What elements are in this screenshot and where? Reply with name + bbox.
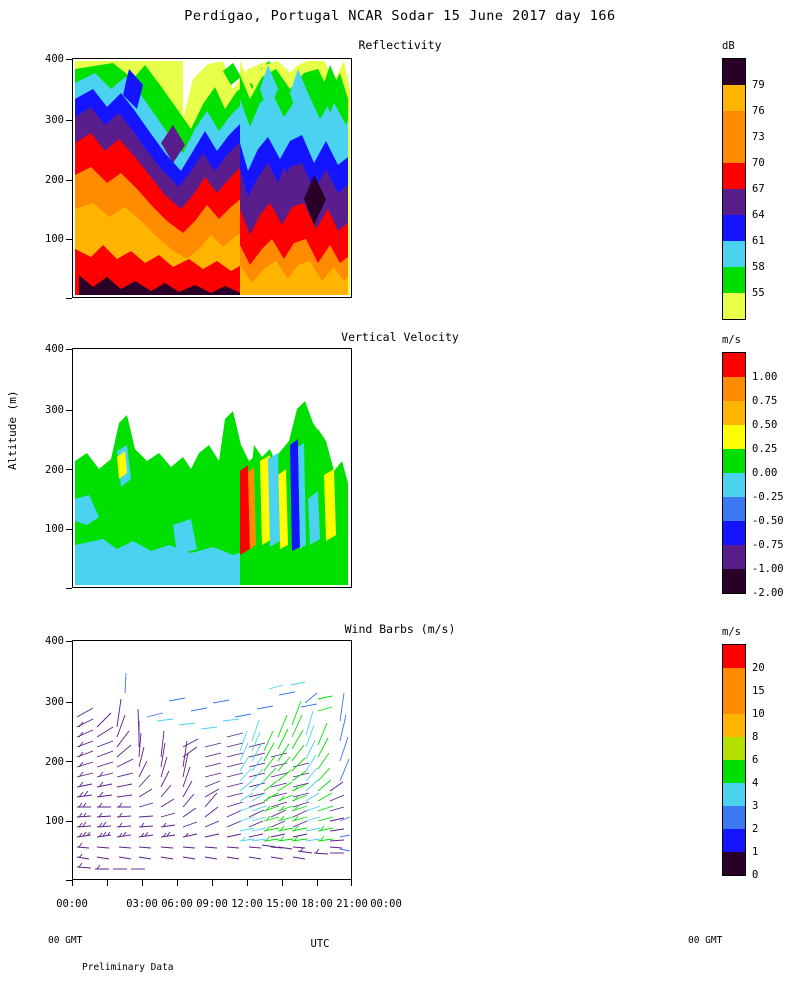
xtick-2100: 21:00 — [336, 898, 368, 910]
colorbar-unit-wind-barbs: m/s — [722, 626, 741, 638]
ytick-400-p1: 400 — [45, 53, 64, 65]
cbar-tick-67: 67 — [752, 183, 765, 195]
cbar-tick-wb-6: 6 — [752, 754, 759, 766]
xtick-1800: 18:00 — [301, 898, 333, 910]
ytick-200-p1: 200 — [45, 174, 64, 186]
plot-area-reflectivity — [72, 58, 352, 298]
cbar-tick-vv-m0p25: -0.25 — [752, 491, 784, 503]
figure-title: Perdigao, Portugal NCAR Sodar 15 June 2017 day 166 — [184, 8, 616, 24]
cbar-tick-vv-1p00: 1.00 — [752, 371, 778, 383]
xtick-0600: 06:00 — [161, 898, 193, 910]
cbar-tick-vv-0p00: 0.00 — [752, 467, 778, 479]
cbar-tick-wb-0: 0 — [752, 869, 759, 881]
cbar-tick-79: 79 — [752, 79, 765, 91]
x-axis-label: UTC — [310, 938, 330, 950]
colorbar-unit-reflectivity: dB — [722, 40, 735, 52]
ytick-100-p3: 100 — [45, 815, 64, 827]
cbar-tick-55: 55 — [752, 287, 765, 299]
cbar-tick-76: 76 — [752, 105, 765, 117]
cbar-tick-wb-4: 4 — [752, 777, 759, 789]
colorbar-unit-vertical-velocity: m/s — [722, 334, 741, 346]
xtick-0300: 03:00 — [126, 898, 158, 910]
cbar-tick-vv-m0p50: -0.50 — [752, 515, 784, 527]
footer-right-gmt: 00 GMT — [688, 935, 723, 946]
cbar-tick-wb-8: 8 — [752, 731, 759, 743]
ytick-200-p3: 200 — [45, 756, 64, 768]
ytick-400-p2: 400 — [45, 343, 64, 355]
cbar-tick-vv-0p25: 0.25 — [752, 443, 778, 455]
footer-note: Preliminary Data — [82, 962, 174, 973]
footer-left-gmt: 00 GMT — [48, 935, 83, 946]
ytick-400-p3: 400 — [45, 635, 64, 647]
ytick-200-p2: 200 — [45, 464, 64, 476]
cbar-tick-61: 61 — [752, 235, 765, 247]
cbar-tick-wb-15: 15 — [752, 685, 765, 697]
cbar-tick-wb-20: 20 — [752, 662, 765, 674]
ytick-300-p2: 300 — [45, 404, 64, 416]
y-axis-label: Altitude (m) — [6, 390, 19, 470]
cbar-tick-wb-3: 3 — [752, 800, 759, 812]
cbar-tick-70: 70 — [752, 157, 765, 169]
ytick-300-p1: 300 — [45, 114, 64, 126]
ytick-100-p1: 100 — [45, 233, 64, 245]
ytick-100-p2: 100 — [45, 523, 64, 535]
xtick-1500: 15:00 — [266, 898, 298, 910]
cbar-tick-wb-10: 10 — [752, 708, 765, 720]
xtick-1200: 12:00 — [231, 898, 263, 910]
plot-area-wind-barbs — [72, 640, 352, 880]
cbar-tick-vv-0p75: 0.75 — [752, 395, 778, 407]
panel-title-reflectivity: Reflectivity — [358, 38, 442, 52]
cbar-tick-vv-0p50: 0.50 — [752, 419, 778, 431]
cbar-tick-vv-m0p75: -0.75 — [752, 539, 784, 551]
panel-title-wind-barbs: Wind Barbs (m/s) — [344, 622, 456, 636]
cbar-tick-vv-m2p00: -2.00 — [752, 587, 784, 599]
cbar-tick-wb-1: 1 — [752, 846, 759, 858]
cbar-tick-vv-m1p00: -1.00 — [752, 563, 784, 575]
plot-area-vertical-velocity — [72, 348, 352, 588]
xtick-0000: 00:00 — [56, 898, 88, 910]
xtick-2400: 00:00 — [370, 898, 402, 910]
xtick-0900: 09:00 — [196, 898, 228, 910]
cbar-tick-73: 73 — [752, 131, 765, 143]
cbar-tick-64: 64 — [752, 209, 765, 221]
cbar-tick-wb-2: 2 — [752, 823, 759, 835]
cbar-tick-58: 58 — [752, 261, 765, 273]
panel-title-vertical-velocity: Vertical Velocity — [341, 330, 459, 344]
ytick-300-p3: 300 — [45, 696, 64, 708]
